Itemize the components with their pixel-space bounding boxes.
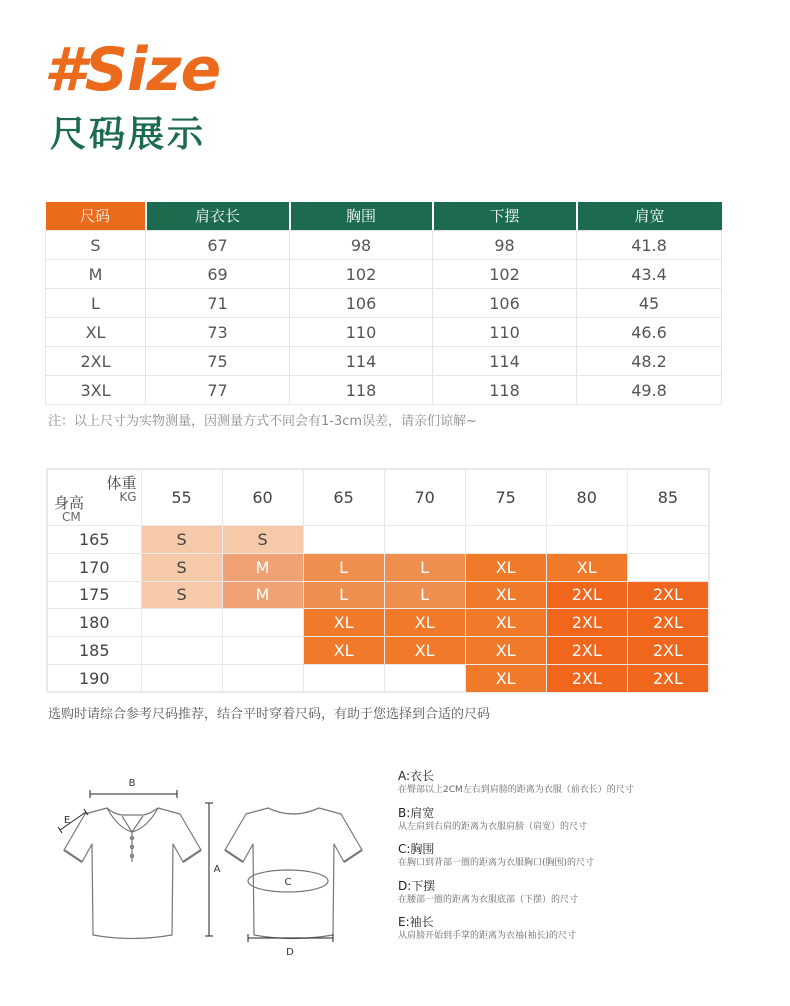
size-value-cell: 110 xyxy=(290,317,433,346)
recommended-size-cell: L xyxy=(303,553,384,581)
size-table-note: 注：以上尺寸为实物测量，因测量方式不同会有1-3cm误差，请亲们谅解~ xyxy=(48,414,477,429)
height-unit: CM xyxy=(62,510,81,524)
fit-table-row xyxy=(48,553,709,581)
weight-header-cell: 55 xyxy=(141,470,222,526)
size-value-cell: 110 xyxy=(433,317,577,346)
recommended-size-cell: XL xyxy=(303,637,384,665)
recommended-size-cell: 2XL xyxy=(627,664,708,692)
height-header-cell: 170 xyxy=(48,553,142,581)
size-value-cell: 43.4 xyxy=(577,259,722,288)
height-header-cell: 165 xyxy=(48,526,142,554)
measure-item xyxy=(398,914,758,951)
size-label-cell: S xyxy=(46,230,146,259)
recommended-size-cell: XL xyxy=(546,553,627,581)
recommended-size-cell: XL xyxy=(303,609,384,637)
size-table-header-cell: 肩衣长 xyxy=(146,202,290,230)
fit-table-note: 选购时请综合参考尺码推荐，结合平时穿着尺码，有助于您选择到合适的尺码 xyxy=(48,707,491,722)
measure-title: B:肩宽 xyxy=(398,805,435,820)
measure-item xyxy=(398,878,758,915)
label-d: D xyxy=(286,947,294,958)
measure-desc: 从左肩到右肩的距离为衣服肩膀（肩宽）的尺寸 xyxy=(398,821,588,832)
size-table-header-cell: 尺码 xyxy=(46,202,146,230)
measure-desc: 在臀部以上2CM左右到肩膀的距离为衣服（前衣长）的尺寸 xyxy=(398,785,634,795)
recommended-size-cell: L xyxy=(384,581,465,609)
size-table-row xyxy=(46,230,722,259)
label-e: E xyxy=(63,815,71,826)
measure-title: A:衣长 xyxy=(398,769,435,783)
measure-desc: 在腰部一圈的距离为衣服底部（下摆）的尺寸 xyxy=(398,894,579,905)
empty-cell xyxy=(627,553,708,581)
weight-header-cell: 85 xyxy=(627,470,708,526)
size-value-cell: 46.6 xyxy=(577,317,722,346)
measure-item xyxy=(398,805,758,842)
title-en: #Size xyxy=(44,35,221,105)
recommended-size-cell: 2XL xyxy=(627,637,708,665)
size-value-cell: 73 xyxy=(146,317,290,346)
recommended-size-cell: XL xyxy=(384,637,465,665)
height-label: 身高 xyxy=(54,494,85,512)
front-collar xyxy=(107,808,158,832)
size-value-cell: 118 xyxy=(290,375,433,404)
recommended-size-cell: 2XL xyxy=(546,637,627,665)
measure-desc: 从肩膀开始到手掌的距离为衣袖(袖长)的尺寸 xyxy=(398,931,577,941)
recommended-size-cell: 2XL xyxy=(546,609,627,637)
label-b: B xyxy=(128,778,136,789)
measure-item xyxy=(398,768,758,805)
label-a: A xyxy=(213,864,221,875)
size-value-cell: 102 xyxy=(433,259,577,288)
size-value-cell: 69 xyxy=(146,259,290,288)
recommended-size-cell: XL xyxy=(465,664,546,692)
weight-unit: KG xyxy=(119,490,137,504)
recommended-size-cell: 2XL xyxy=(627,609,708,637)
empty-cell xyxy=(303,526,384,554)
size-table-header-cell: 胸围 xyxy=(290,202,433,230)
size-value-cell: 114 xyxy=(290,346,433,375)
back-shirt-outline xyxy=(225,808,362,939)
empty-cell xyxy=(222,609,303,637)
fit-table-row xyxy=(48,581,709,609)
size-table-row xyxy=(46,375,722,404)
recommended-size-cell: S xyxy=(141,581,222,609)
size-value-cell: 41.8 xyxy=(577,230,722,259)
recommended-size-cell: XL xyxy=(384,609,465,637)
size-table-row xyxy=(46,259,722,288)
recommended-size-cell: M xyxy=(222,553,303,581)
size-label-cell: XL xyxy=(46,317,146,346)
garment-diagram xyxy=(52,770,372,960)
fit-table-row xyxy=(48,664,709,692)
size-value-cell: 102 xyxy=(290,259,433,288)
weight-header-cell: 70 xyxy=(384,470,465,526)
size-table-row xyxy=(46,346,722,375)
empty-cell xyxy=(384,664,465,692)
empty-cell xyxy=(546,526,627,554)
size-table-header-cell: 下摆 xyxy=(433,202,577,230)
size-value-cell: 67 xyxy=(146,230,290,259)
fit-table-row xyxy=(48,609,709,637)
size-value-cell: 106 xyxy=(290,288,433,317)
empty-cell xyxy=(627,526,708,554)
measurement-guide xyxy=(398,768,758,951)
recommended-size-cell: XL xyxy=(465,637,546,665)
height-header-cell: 185 xyxy=(48,637,142,665)
weight-header-cell: 60 xyxy=(222,470,303,526)
size-label-cell: 3XL xyxy=(46,375,146,404)
size-value-cell: 106 xyxy=(433,288,577,317)
recommended-size-cell: M xyxy=(222,581,303,609)
empty-cell xyxy=(141,664,222,692)
size-value-cell: 98 xyxy=(290,230,433,259)
recommended-size-cell: S xyxy=(141,553,222,581)
height-header-cell: 180 xyxy=(48,609,142,637)
size-value-cell: 118 xyxy=(433,375,577,404)
empty-cell xyxy=(141,637,222,665)
recommended-size-cell: 2XL xyxy=(546,581,627,609)
size-value-cell: 114 xyxy=(433,346,577,375)
weight-label: 体重 xyxy=(106,474,137,492)
recommended-size-cell: 2XL xyxy=(627,581,708,609)
size-value-cell: 48.2 xyxy=(577,346,722,375)
empty-cell xyxy=(384,526,465,554)
recommended-size-cell: L xyxy=(384,553,465,581)
empty-cell xyxy=(465,526,546,554)
weight-header-cell: 75 xyxy=(465,470,546,526)
size-label-cell: 2XL xyxy=(46,346,146,375)
recommended-size-cell: 2XL xyxy=(546,664,627,692)
size-table-header xyxy=(46,202,722,230)
measure-title: C:胸围 xyxy=(398,842,435,856)
size-value-cell: 77 xyxy=(146,375,290,404)
title-cn: 尺码展示 xyxy=(50,114,207,155)
size-label-cell: L xyxy=(46,288,146,317)
size-value-cell: 75 xyxy=(146,346,290,375)
empty-cell xyxy=(303,664,384,692)
recommended-size-cell: XL xyxy=(465,581,546,609)
empty-cell xyxy=(141,609,222,637)
measure-item xyxy=(398,841,758,878)
height-header-cell: 175 xyxy=(48,581,142,609)
height-header-cell: 190 xyxy=(48,664,142,692)
size-table-row xyxy=(46,317,722,346)
empty-cell xyxy=(222,664,303,692)
size-value-cell: 98 xyxy=(433,230,577,259)
fit-table-row xyxy=(48,526,709,554)
empty-cell xyxy=(222,637,303,665)
size-value-cell: 49.8 xyxy=(577,375,722,404)
recommended-size-cell: S xyxy=(141,526,222,554)
fit-table-corner xyxy=(48,470,142,526)
size-value-cell: 45 xyxy=(577,288,722,317)
measure-desc: 在胸口到背部一圈的距离为衣服胸口(胸围)的尺寸 xyxy=(398,858,595,868)
measure-title: D:下摆 xyxy=(398,878,436,893)
weight-header-cell: 65 xyxy=(303,470,384,526)
recommended-size-cell: S xyxy=(222,526,303,554)
recommended-size-cell: XL xyxy=(465,553,546,581)
recommended-size-cell: XL xyxy=(465,609,546,637)
front-shirt-outline xyxy=(64,808,201,939)
size-table-row xyxy=(46,288,722,317)
size-table-header-cell: 肩宽 xyxy=(577,202,722,230)
measure-title: E:袖长 xyxy=(398,915,434,929)
weight-header-cell: 80 xyxy=(546,470,627,526)
recommended-size-cell: L xyxy=(303,581,384,609)
size-value-cell: 71 xyxy=(146,288,290,317)
label-c: C xyxy=(284,877,292,888)
fit-table-row xyxy=(48,637,709,665)
size-label-cell: M xyxy=(46,259,146,288)
fit-table xyxy=(46,468,710,692)
size-table xyxy=(45,202,722,405)
